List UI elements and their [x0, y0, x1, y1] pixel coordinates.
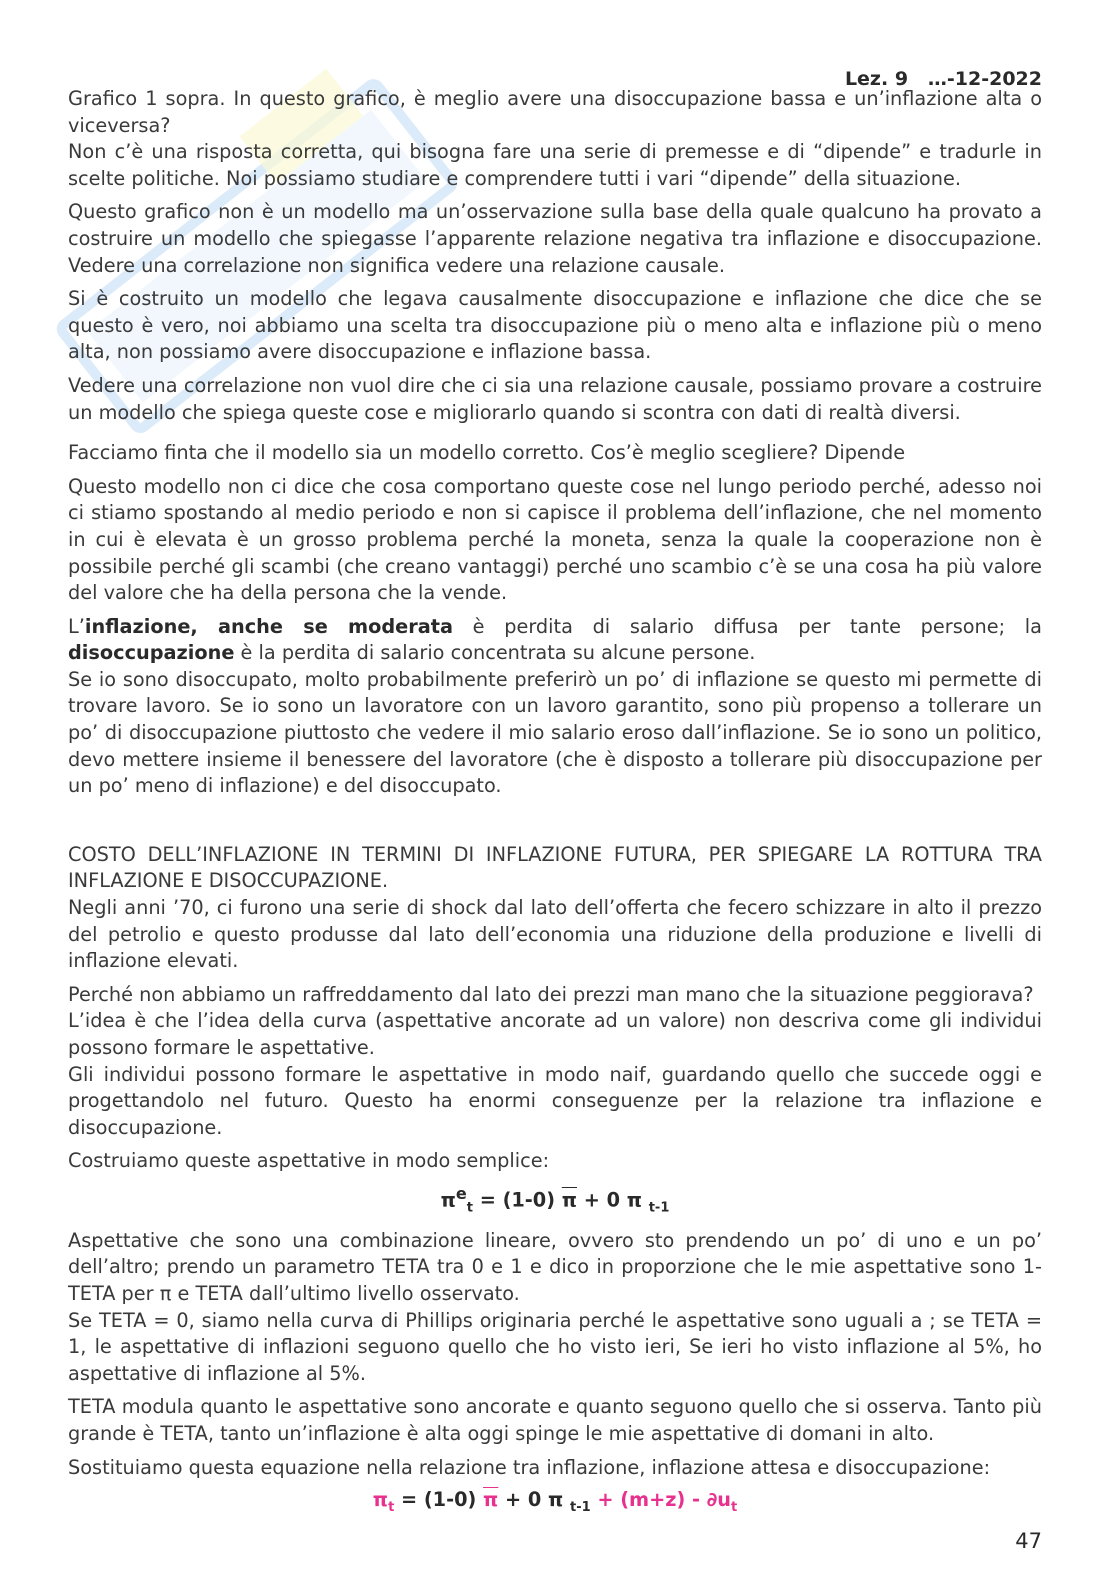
section-heading: COSTO DELL’INFLAZIONE IN TERMINI DI INFLAZIONE FUTURA, PER SPIEGARE LA ROTTURA TRA INFLAZIONE E DISOCCUPAZIONE.	[68, 842, 1042, 893]
paragraph: Facciamo finta che il modello sia un modello corretto. Cos’è meglio scegliere? Dipende	[68, 441, 906, 465]
paragraph: Sostituiamo questa equazione nella relazione tra inflazione, inflazione attesa e disoccupazione:	[68, 1455, 991, 1479]
paragraph: Se TETA = 0, siamo nella curva di Phillips originaria perché le aspettative sono uguali a ; se TETA = 1, le aspettative di inflazioni seguono quello che ho visto ieri, Se ieri ho visto inflazione al 5%, ho aspettative di inflazione al 5%.	[68, 1308, 1042, 1385]
equation-expectations: $\pi^e_t = (1-0) \overline{\pi} + 0$ π $_{t-1}$	[440, 1183, 670, 1216]
paragraph: Grafico 1 sopra. In questo grafico, è meglio avere una disoccupazione bassa e un’inflazione alta o viceversa?	[68, 87, 1042, 137]
lecture-label: Lez. 9	[844, 68, 909, 90]
equation-phillips: $\pi_t = (1-0) \overline{\pi} + 0$ π $_{t-1} + (m+z) - \partial u_t$	[372, 1488, 738, 1516]
paragraph: Negli anni ’70, ci furono una serie di shock dal lato dell’offerta che fecero schizzare in alto il prezzo del petrolio e questo produsse dal lato dell’economia una riduzione della produzione e livelli di inflazione elevati.	[68, 896, 1042, 973]
paragraph: Aspettative che sono una combinazione lineare, ovvero sto prendendo un po’ di uno e un po’ dell’altro; prendo un parametro TETA tra 0 e 1 e dico in proporzione che le mie aspettative sono 1-TETA per π e TETA dall’ultimo livello osservato.	[68, 1228, 1042, 1306]
paragraph: L’idea è che l’idea della curva (aspettative ancorate ad un valore) non descriva come gli individui possono formare le aspettative.	[68, 1009, 1042, 1059]
bold-term: inflazione, anche se moderata	[84, 614, 453, 638]
paragraph: Perché non abbiamo un raffreddamento dal lato dei prezzi man mano che la situazione peggiorava?	[68, 982, 1034, 1006]
paragraph: Si è costruito un modello che legava causalmente disoccupazione e inflazione che dice che se questo è vero, noi abbiamo una scelta tra disoccupazione più o meno alta e inflazione più o meno alta, non possiamo avere disoccupazione e inflazione bassa.	[68, 287, 1042, 364]
paragraph: Non c’è una risposta corretta, qui bisogna fare una serie di premesse e di “dipende” e tradurle in scelte politiche. Noi possiamo studiare e comprendere tutti i vari “dipende” della situazione.	[68, 140, 1042, 190]
paragraph: Questo modello non ci dice che cosa comportano queste cose nel lungo periodo perché, adesso noi ci stiamo spostando al medio periodo e non si capisce il problema dell’inflazione, che nel momento in cui è elevata è un grosso problema perché la moneta, senza la quale la cooperazione non è possibile perché gli scambi (che creano vantaggi) perché uno scambio c’è se una cosa ha più valore del valore che ha della persona che la vende.	[68, 474, 1042, 605]
paragraph: Questo grafico non è un modello ma un’osservazione sulla base della quale qualcuno ha provato a costruire un modello che spiegasse l’apparente relazione negativa tra inflazione e disoccupazione. Vedere una correlazione non significa vedere una relazione causale.	[68, 200, 1042, 277]
lecture-date: …-12-2022	[927, 68, 1042, 90]
paragraph: Vedere una correlazione non vuol dire che ci sia una relazione causale, possiamo provare a costruire un modello che spiega queste cose e migliorarlo quando si scontra con dati di realtà diversi.	[68, 373, 1042, 424]
paragraph: TETA modula quanto le aspettative sono ancorate e quanto seguono quello che si osserva. Tanto più grande è TETA, tanto un’inflazione è alta oggi spinge le mie aspettative di domani in alto.	[68, 1395, 1042, 1445]
bold-term: disoccupazione	[68, 641, 235, 665]
paragraph: Costruiamo queste aspettative in modo semplice:	[68, 1149, 550, 1173]
paragraph: Se io sono disoccupato, molto probabilmente preferirò un po’ di inflazione se questo mi permette di trovare lavoro. Se io sono un lavoratore con un lavoro garantito, sono più propenso a tollerare un po’ di disoccupazione piuttosto che vedere il mio salario eroso dall’inflazione. Se io sono un politico, devo mettere insieme il benessere del lavoratore (che è disposto a tollerare più disoccupazione per un po’ meno di inflazione) e del disoccupato.	[68, 667, 1042, 798]
paragraph-bold-terms: L’inflazione, anche se moderata è perdita di salario diffusa per tante persone; la disoccupazione è la perdita di salario concentrata su alcune persone.	[68, 614, 1042, 665]
page-content	[68, 86, 1042, 1528]
paragraph: Gli individui possono formare le aspettative in modo naif, guardando quello che succede oggi e progettandolo nel futuro. Questo ha enormi conseguenze per la relazione tra inflazione e disoccupazione.	[68, 1062, 1042, 1139]
page-number: 47	[1015, 1529, 1042, 1553]
